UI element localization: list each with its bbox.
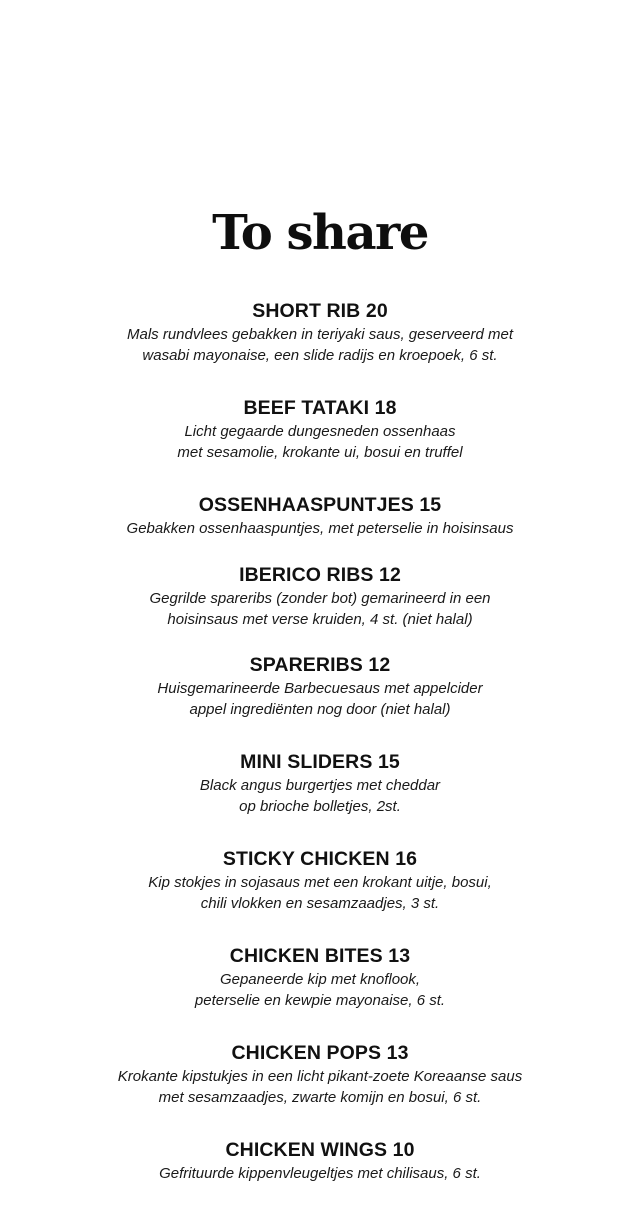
menu-item-name: IBERICO RIBS 12: [239, 564, 401, 586]
menu-item-description-line: appel ingrediënten nog door (niet halal): [189, 701, 451, 718]
menu-item-description: [0, 324, 640, 366]
menu-item-description-line: Black angus burgertjes met cheddar: [199, 777, 441, 794]
menu-item-description: [0, 421, 640, 463]
menu-item-chicken-wings: [0, 1137, 640, 1184]
menu-item-description-line: Gefrituurde kippenvleugeltjes met chilisaus, 6 st.: [159, 1165, 481, 1182]
menu-item-name: CHICKEN WINGS 10: [225, 1139, 415, 1161]
menu-item-description: [0, 775, 640, 817]
menu-item-name: OSSENHAASPUNTJES 15: [198, 494, 442, 516]
menu-item-description-line: Kip stokjes in sojasaus met een krokant uitje, bosui,: [148, 874, 492, 891]
menu-item-description: [0, 969, 640, 1011]
menu-item-mini-sliders: [0, 749, 640, 817]
menu-item-name: SHORT RIB 20: [252, 300, 388, 322]
menu-item-description-line: Mals rundvlees gebakken in teriyaki saus, geserveerd met: [126, 326, 514, 343]
menu-item-name: MINI SLIDERS 15: [240, 751, 400, 773]
menu-item-description-line: Gebakken ossenhaaspuntjes, met peterselie in hoisinsaus: [126, 520, 514, 537]
menu-item-sticky-chicken: [0, 846, 640, 914]
menu-item-name: SPARERIBS 12: [249, 654, 391, 676]
menu-item-ossenhaaspuntjes: [0, 492, 640, 539]
menu-item-description-line: op brioche bolletjes, 2st.: [239, 798, 401, 815]
menu-item-description-line: Krokante kipstukjes in een licht pikant-zoete Koreaanse saus: [117, 1068, 523, 1085]
menu-item-chicken-bites: [0, 943, 640, 1011]
menu-item-description-line: chili vlokken en sesamzaadjes, 3 st.: [200, 895, 440, 912]
menu-item-description: [0, 1066, 640, 1108]
menu-item-description: [0, 518, 640, 539]
menu-item-description-line: wasabi mayonaise, een slide radijs en kroepoek, 6 st.: [142, 347, 498, 364]
menu-item-description-line: met sesamzaadjes, zwarte komijn en bosui, 6 st.: [158, 1089, 482, 1106]
menu-item-description: [0, 678, 640, 720]
menu-item-description-line: met sesamolie, krokante ui, bosui en truffel: [177, 444, 463, 461]
menu-item-description-line: Gepaneerde kip met knoflook,: [219, 971, 421, 988]
menu-item-beef-tataki: [0, 395, 640, 463]
menu-item-description: [0, 1163, 640, 1184]
menu-item-name: CHICKEN BITES 13: [229, 945, 411, 967]
menu-item-description-line: Huisgemarineerde Barbecuesaus met appelcider: [157, 680, 483, 697]
menu-item-iberico-ribs: [0, 562, 640, 630]
menu-item-description-line: Gegrilde spareribs (zonder bot) gemarineerd in een: [149, 590, 491, 607]
menu-item-description-line: hoisinsaus met verse kruiden, 4 st. (niet halal): [167, 611, 473, 628]
menu-item-name: STICKY CHICKEN 16: [222, 848, 418, 870]
menu-item-chicken-pops: [0, 1040, 640, 1108]
menu-item-name: BEEF TATAKI 18: [243, 397, 397, 419]
menu-item-short-rib: [0, 298, 640, 366]
menu-title: To share: [212, 205, 428, 261]
menu-item-description-line: peterselie en kewpie mayonaise, 6 st.: [194, 992, 446, 1009]
menu-item-spareribs: [0, 652, 640, 720]
menu-item-description: [0, 872, 640, 914]
menu-item-name: CHICKEN POPS 13: [231, 1042, 409, 1064]
menu-item-description: [0, 588, 640, 630]
menu-item-description-line: Licht gegaarde dungesneden ossenhaas: [184, 423, 456, 440]
